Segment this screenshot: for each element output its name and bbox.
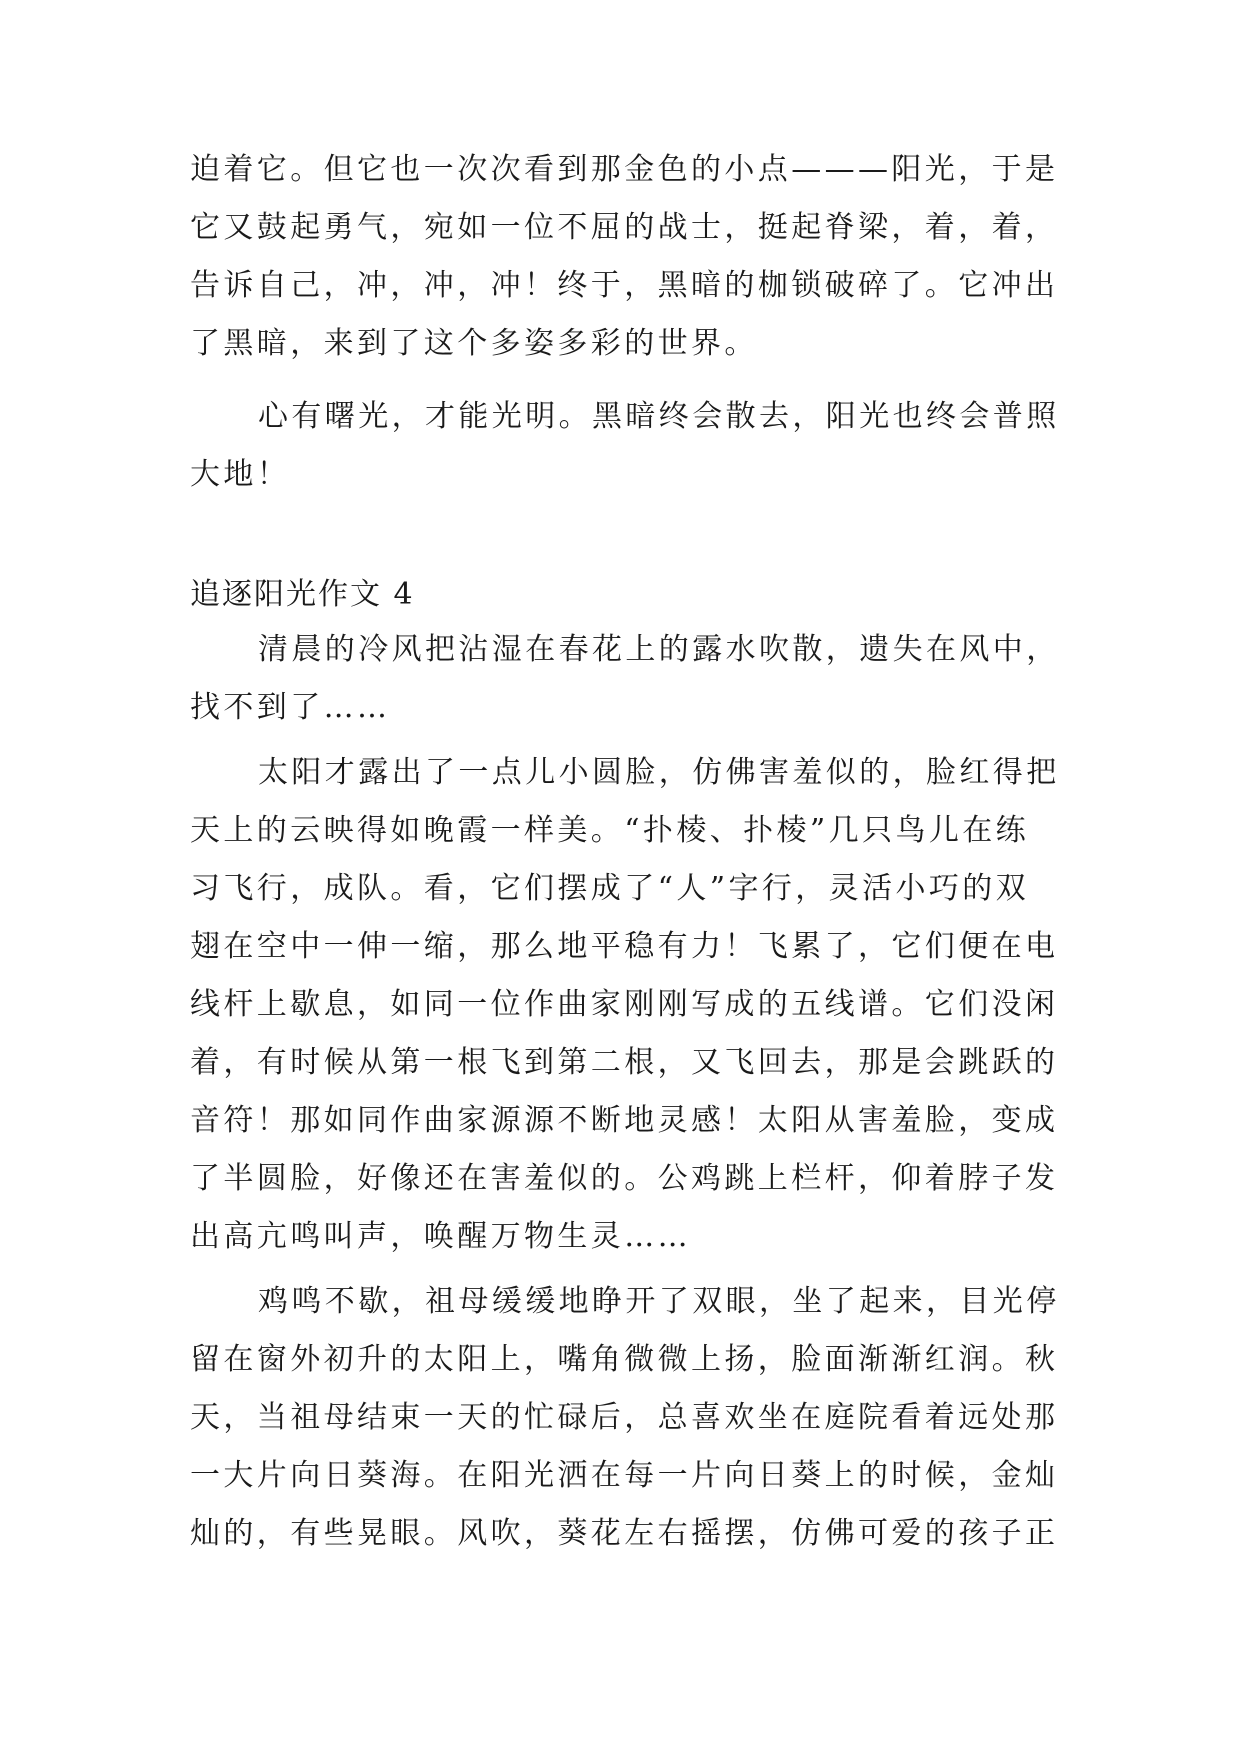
paragraph-line: 了黑暗，来到了这个多姿多彩的世界。 [190,326,758,361]
paragraph-line: 鸡鸣不歇，祖母缓缓地睁开了双眼，坐了起来，目光停 [258,1284,1060,1319]
paragraph-line: 大地！ [190,457,291,492]
paragraph-line: 习飞行，成队。看，它们摆成了“人”字行，灵活小巧的双 [190,871,1030,906]
paragraph-line: 它又鼓起勇气，宛如一位不屈的战士，挺起脊梁，着，着， [190,210,1059,245]
paragraph-line: 着，有时候从第一根飞到第二根，又飞回去，那是会跳跃的 [190,1045,1059,1080]
paragraph-line: 翅在空中一伸一缩，那么地平稳有力！飞累了，它们便在电 [190,929,1059,964]
paragraph-line: 心有曙光，才能光明。黑暗终会散去，阳光也终会普照 [258,399,1060,434]
paragraph-line: 迫着它。但它也一次次看到那金色的小点———阳光，于是 [190,152,1059,187]
paragraph-line: 线杆上歇息，如同一位作曲家刚刚写成的五线谱。它们没闲 [190,987,1059,1022]
paragraph-line: 出高亢鸣叫声，唤醒万物生灵…… [190,1219,691,1254]
paragraph-line: 天上的云映得如晚霞一样美。“扑棱、扑棱”几只鸟儿在练 [190,813,1030,848]
section-title: 追逐阳光作文 4 [190,577,415,612]
paragraph-line: 清晨的冷风把沾湿在春花上的露水吹散，遗失在风中， [258,632,1060,667]
paragraph-line: 太阳才露出了一点儿小圆脸，仿佛害羞似的，脸红得把 [258,755,1060,790]
paragraph-line: 找不到了…… [190,690,391,725]
paragraph-line: 天，当祖母结束一天的忙碌后，总喜欢坐在庭院看着远处那 [190,1400,1059,1435]
paragraph-line: 音符！那如同作曲家源源不断地灵感！太阳从害羞脸，变成 [190,1103,1059,1138]
paragraph-line: 了半圆脸，好像还在害羞似的。公鸡跳上栏杆，仰着脖子发 [190,1161,1059,1196]
paragraph-line: 告诉自己，冲，冲，冲！终于，黑暗的枷锁破碎了。它冲出 [190,268,1059,303]
paragraph-line: 留在窗外初升的太阳上，嘴角微微上扬，脸面渐渐红润。秋 [190,1342,1059,1377]
paragraph-line: 灿的，有些晃眼。风吹，葵花左右摇摆，仿佛可爱的孩子正 [190,1516,1059,1551]
paragraph-line: 一大片向日葵海。在阳光洒在每一片向日葵上的时候，金灿 [190,1458,1059,1493]
